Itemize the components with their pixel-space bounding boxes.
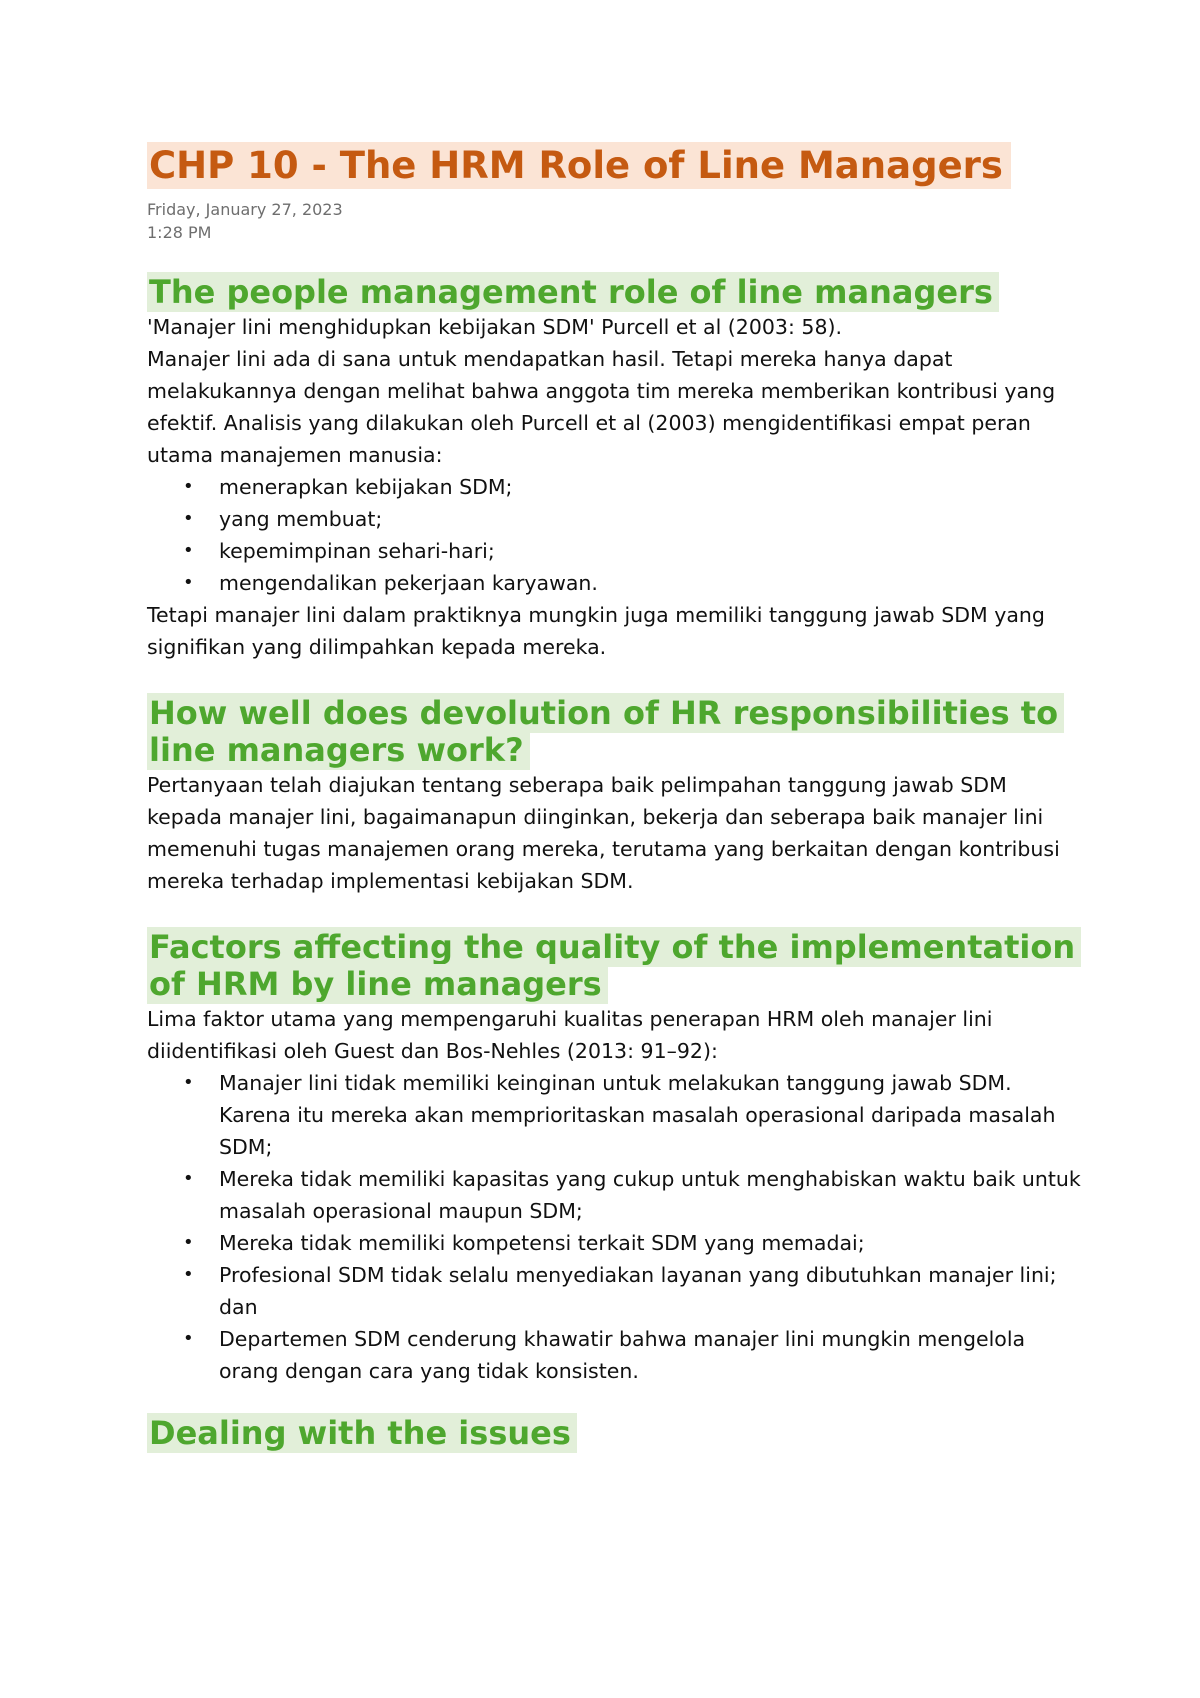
list-item: • kepemimpinan sehari-hari; — [147, 535, 1087, 567]
section-1-quote: 'Manajer lini menghidupkan kebijakan SDM' Purcell et al (2003: 58). — [147, 315, 842, 339]
bullet-icon: • — [183, 508, 194, 529]
bullet-icon: • — [183, 540, 194, 561]
bullet-icon: • — [183, 1168, 194, 1189]
list-item: • yang membuat; — [147, 503, 1087, 535]
list-item: • menerapkan kebijakan SDM; — [147, 471, 1087, 503]
note-timestamp — [147, 198, 1087, 244]
page-title — [147, 142, 1087, 190]
note-date: Friday, January 27, 2023 — [147, 200, 343, 219]
list-item: • Mereka tidak memiliki kompetensi terkait SDM yang memadai; — [147, 1227, 1087, 1259]
list-item: • Profesional SDM tidak selalu menyediakan layanan yang dibutuhkan manajer lini; dan — [147, 1259, 1087, 1323]
bullet-icon: • — [183, 476, 194, 497]
note-time: 1:28 PM — [147, 223, 212, 242]
list-item: • Departemen SDM cenderung khawatir bahwa manajer lini mungkin mengelola orang dengan cara yang tidak konsisten. — [147, 1323, 1087, 1387]
section-heading-dealing-with-issues: Dealing with the issues — [147, 1415, 1087, 1452]
section-heading-factors: Factors affecting the quality of the implementation of HRM by line managers — [147, 929, 1087, 1003]
section-heading-devolution: How well does devolution of HR responsibilities to line managers work? — [147, 695, 1087, 769]
list-item: • Manajer lini tidak memiliki keinginan untuk melakukan tanggung jawab SDM. Karena itu mereka akan memprioritaskan masalah operasional daripada masalah SDM; — [147, 1067, 1087, 1163]
section-heading-people-management: The people management role of line managers — [147, 274, 1087, 311]
section-1-closing-paragraph: Tetapi manajer lini dalam praktiknya mungkin juga memiliki tanggung jawab SDM yang signifikan yang dilimpahkan kepada mereka. — [147, 603, 1045, 659]
bullet-icon: • — [183, 1232, 194, 1253]
note-page — [147, 142, 1087, 1452]
bullet-icon: • — [183, 1328, 194, 1349]
page-title-text: CHP 10 - The HRM Role of Line Managers — [147, 142, 1011, 189]
bullet-icon: • — [183, 1072, 194, 1093]
bullet-icon: • — [183, 1264, 194, 1285]
section-3-bullet-list — [147, 1067, 1087, 1387]
list-item: • Mereka tidak memiliki kapasitas yang cukup untuk menghabiskan waktu baik untuk masalah operasional maupun SDM; — [147, 1163, 1087, 1227]
section-1-bullet-list — [147, 471, 1087, 599]
bullet-icon: • — [183, 572, 194, 593]
section-3-paragraph: Lima faktor utama yang mempengaruhi kualitas penerapan HRM oleh manajer lini diidentifikasi oleh Guest dan Bos-Nehles (2013: 91–92): — [147, 1007, 993, 1063]
list-item: • mengendalikan pekerjaan karyawan. — [147, 567, 1087, 599]
section-1-paragraph: Manajer lini ada di sana untuk mendapatkan hasil. Tetapi mereka hanya dapat melakukannya dengan melihat bahwa anggota tim mereka memberikan kontribusi yang efektif. Analisis yang dilakukan oleh Purcell et al (2003) mengidentifikasi empat peran utama manajemen manusia: — [147, 347, 1056, 467]
section-2-paragraph: Pertanyaan telah diajukan tentang seberapa baik pelimpahan tanggung jawab SDM kepada manajer lini, bagaimanapun diinginkan, bekerja dan seberapa baik manajer lini memenuhi tugas manajemen orang mereka, terutama yang berkaitan dengan kontribusi mereka terhadap implementasi kebijakan SDM. — [147, 773, 1060, 893]
